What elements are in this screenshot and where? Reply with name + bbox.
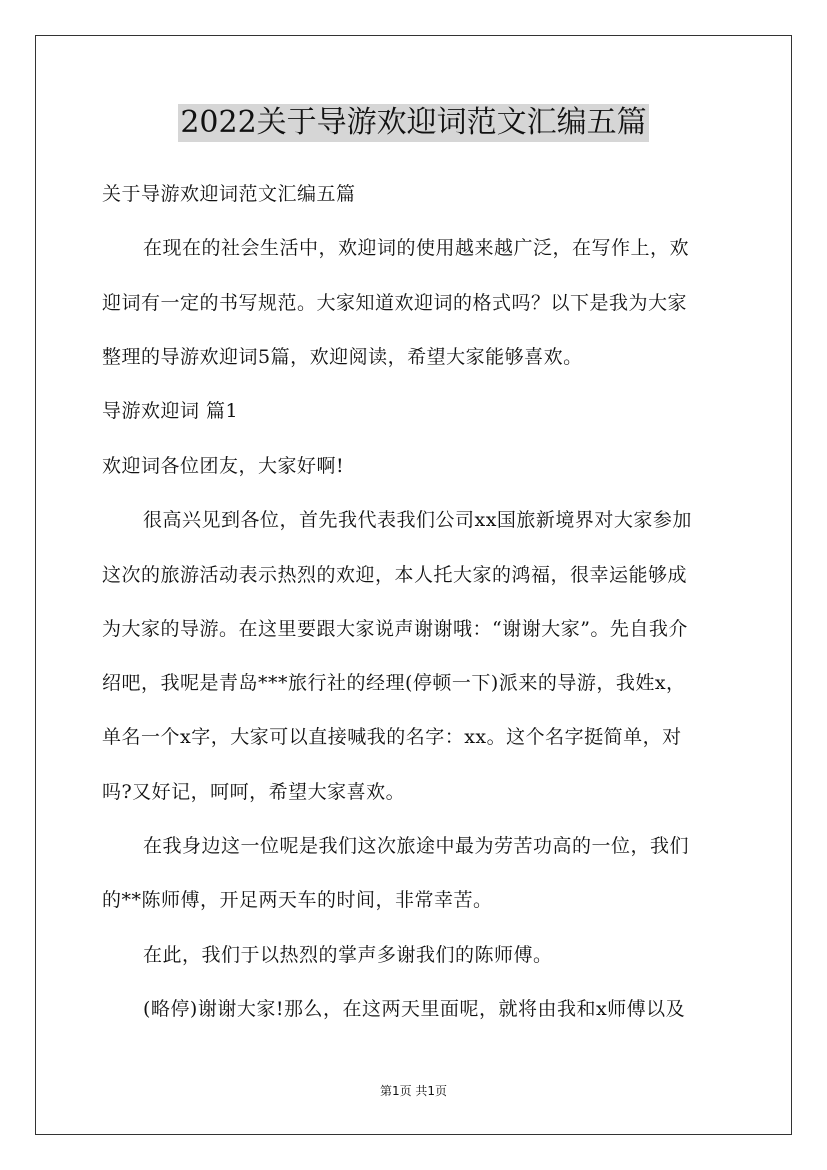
paragraph-line: 的**陈师傅，开足两天车的时间，非常幸苦。	[102, 889, 493, 911]
section-heading: 导游欢迎词 篇1	[102, 400, 239, 422]
paragraph-line: 迎词有一定的书写规范。大家知道欢迎词的格式吗？以下是我为大家	[102, 292, 688, 314]
paragraph-line: (略停)谢谢大家!那么，在这两天里面呢，就将由我和x师傅以及	[143, 998, 686, 1020]
paragraph-line: 这次的旅游活动表示热烈的欢迎，本人托大家的鸿福，很幸运能够成	[102, 564, 688, 586]
paragraph-line: 很高兴见到各位，首先我代表我们公司xx国旅新境界对大家参加	[143, 509, 692, 531]
page-footer: 第1页 共1页	[379, 1084, 448, 1098]
paragraph-line: 吗?又好记，呵呵，希望大家喜欢。	[102, 781, 406, 803]
paragraph-line: 欢迎词各位团友，大家好啊!	[102, 455, 345, 477]
paragraph-line: 在此，我们于以热烈的掌声多谢我们的陈师傅。	[143, 944, 553, 966]
document-title: 2022关于导游欢迎词范文汇编五篇	[180, 105, 647, 140]
paragraph-line: 为大家的导游。在这里要跟大家说声谢谢哦：“谢谢大家”。先自我介	[102, 618, 688, 640]
paragraph-line: 整理的导游欢迎词5篇，欢迎阅读，希望大家能够喜欢。	[102, 346, 583, 368]
paragraph-line: 在现在的社会生活中，欢迎词的使用越来越广泛，在写作上，欢	[143, 237, 690, 259]
paragraph-line: 绍吧，我呢是青岛***旅行社的经理(停顿一下)派来的导游，我姓x，	[102, 672, 686, 694]
paragraph-line: 在我身边这一位呢是我们这次旅途中最为劳苦功高的一位，我们	[143, 835, 690, 857]
subtitle-line: 关于导游欢迎词范文汇编五篇	[102, 183, 356, 205]
paragraph-line: 单名一个x字，大家可以直接喊我的名字：xx。这个名字挺简单，对	[102, 726, 682, 748]
title-container	[0, 104, 827, 142]
